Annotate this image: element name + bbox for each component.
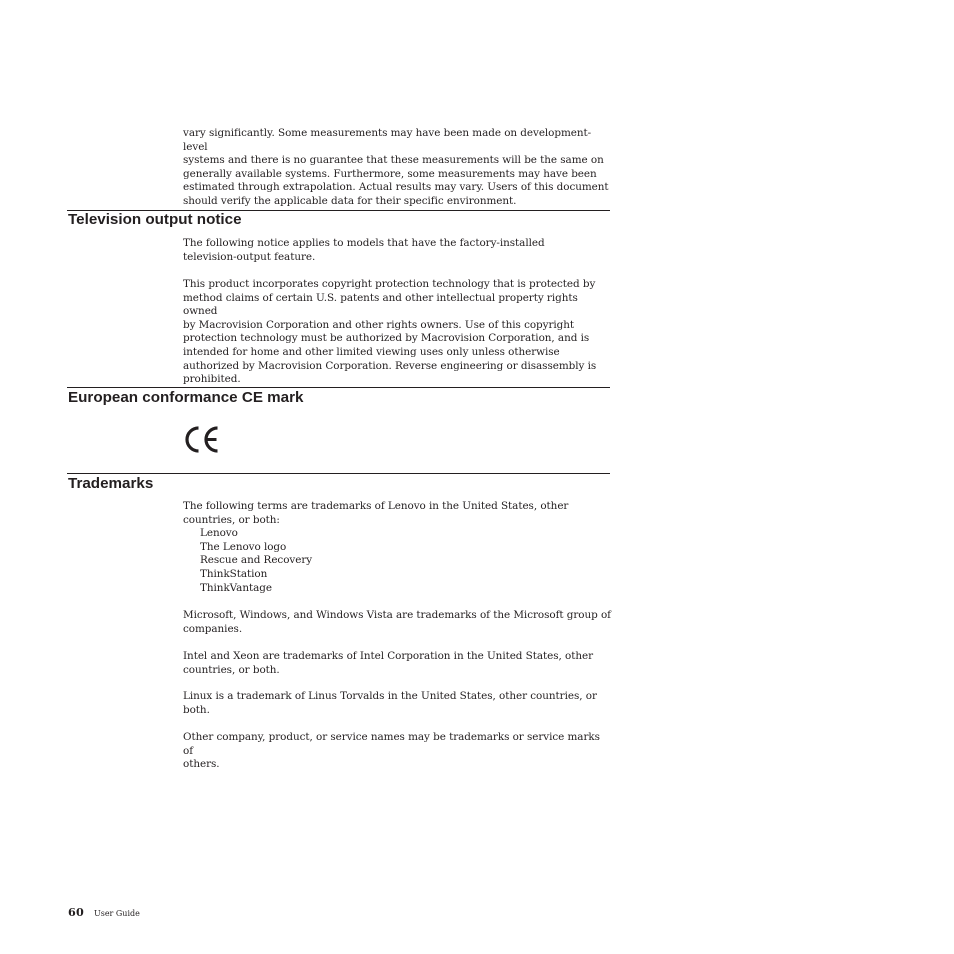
heading-television-output-notice: Television output notice xyxy=(68,211,242,228)
trademarks-linux: Linux is a trademark of Linus Torvalds in the United States, other countries, or both. xyxy=(183,690,597,716)
trademark-item: ThinkStation xyxy=(200,567,268,580)
heading-trademarks: Trademarks xyxy=(68,475,154,492)
section-divider-trademarks xyxy=(67,473,610,474)
intro-section xyxy=(183,127,611,209)
trademarks-intel-block xyxy=(183,650,611,677)
trademarks-other-block xyxy=(183,731,611,772)
intro-paragraph: vary significantly. Some measurements may have been made on development-level systems and there is no guarantee that these measurements will be the same on generally available systems. Furthermore, some measurements may have been estimated through extrapolation. Actual results may vary. Users of this document should verify the applicable data for their specific environment. xyxy=(183,127,609,207)
trademark-list xyxy=(183,527,611,595)
trademark-item: Lenovo xyxy=(200,527,238,540)
trademark-item: The Lenovo logo xyxy=(200,540,287,553)
trademarks-intro: The following terms are trademarks of Lenovo in the United States, other countries, or both: xyxy=(183,500,569,526)
trademarks-linux-block xyxy=(183,690,611,717)
tv-notice-body xyxy=(183,237,611,264)
page-number: 60 xyxy=(68,905,84,919)
trademark-item: ThinkVantage xyxy=(200,581,272,594)
tv-notice-body-2 xyxy=(183,278,611,387)
trademarks-intel: Intel and Xeon are trademarks of Intel Corporation in the United States, other countries, or both. xyxy=(183,650,594,676)
trademarks-microsoft: Microsoft, Windows, and Windows Vista are trademarks of the Microsoft group of companies. xyxy=(183,609,611,635)
tv-notice-paragraph-2: This product incorporates copyright protection technology that is protected by method claims of certain U.S. patents and other intellectual property rights owned by Macrovision Corporation and other rights owners. Use of this copyright protection technology must be authorized by Macrovision Corporation, and is intended for home and other limited viewing uses only unless otherwise authorized by Macrovision Corporation. Reverse engineering or disassembly is prohibited. xyxy=(183,278,597,386)
trademark-item: Rescue and Recovery xyxy=(200,554,313,567)
trademarks-other: Other company, product, or service names may be trademarks or service marks of others. xyxy=(183,731,600,771)
page-footer xyxy=(68,901,140,920)
ce-mark-icon xyxy=(183,425,220,454)
guide-title: User Guide xyxy=(93,909,140,918)
section-divider-ce xyxy=(67,387,610,388)
heading-european-conformance: European conformance CE mark xyxy=(68,389,304,406)
tv-notice-paragraph-1: The following notice applies to models that have the factory-installed television-output feature. xyxy=(183,237,545,263)
trademarks-microsoft-block xyxy=(183,609,611,636)
trademarks-body xyxy=(183,500,611,595)
